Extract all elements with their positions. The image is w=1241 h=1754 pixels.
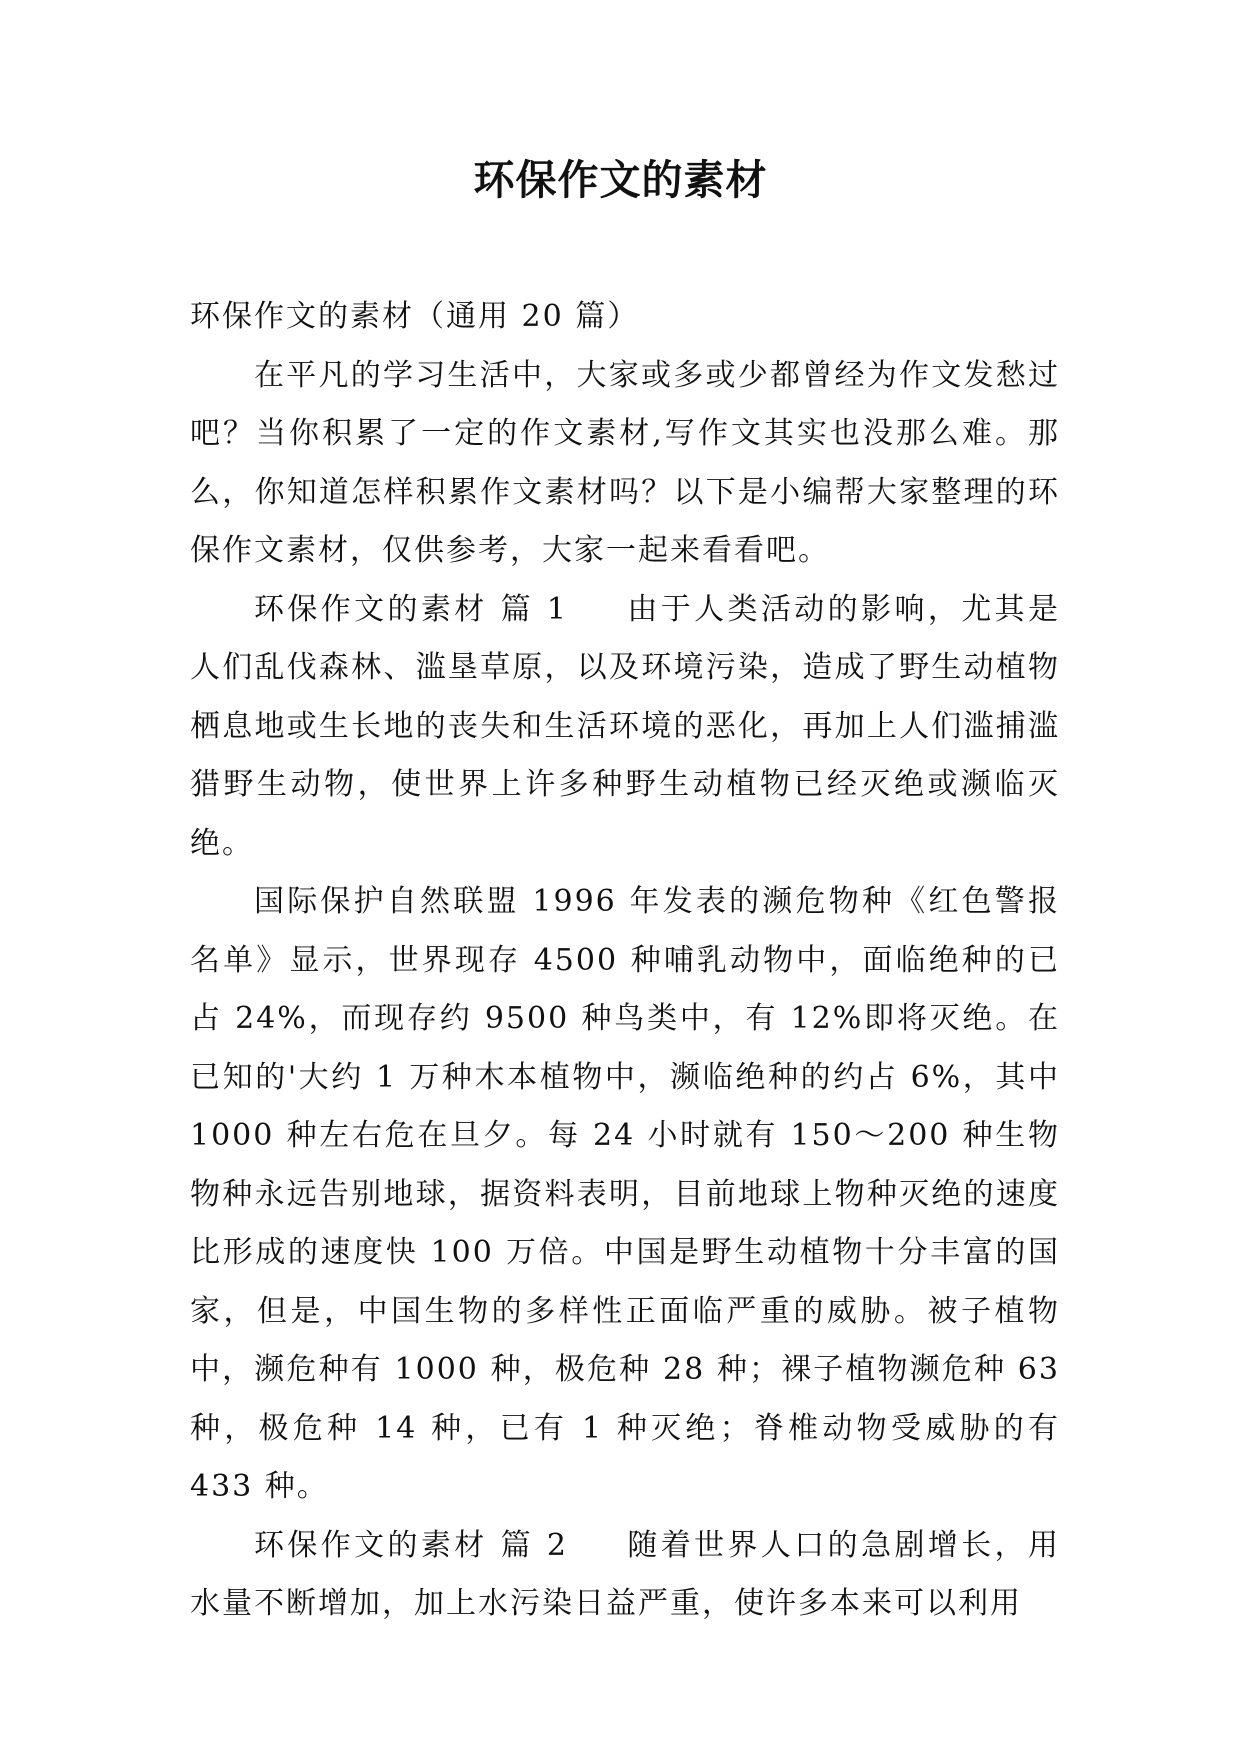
section-1-heading: 环保作文的素材 篇 1 (254, 591, 568, 627)
document-body (190, 288, 1060, 1634)
section-2-paragraph-1: 随着世界人口的急剧增长，用水量不断增加，加上水污染日益严重，使许多本来可以利用 (190, 1527, 1060, 1621)
section-1-paragraph-2: 国际保护自然联盟 1996 年发表的濒危物种《红色警报名单》显示，世界现存 4500 种哺乳动物中，面临绝种的已占 24%，而现存约 9500 种鸟类中，有 12%即将灭绝。在已知的'大约 1 万种木本植物中，濒临绝种的约占 6%，其中 1000 种左右危在旦夕。每 24 小时就有 150～200 种生物物种永远告别地球，据资料表明，目前地球上物种灭绝的速度比形成的速度快 100 万倍。中国是野生动植物十分丰富的国家，但是，中国生物的多样性正面临严重的威胁。被子植物中，濒危种有 1000 种，极危种 28 种；裸子植物濒危种 63 种，极危种 14 种，已有 1 种灭绝；脊椎动物受威胁的有 433 种。 (190, 884, 1060, 1504)
section-1-first-paragraph (190, 581, 1060, 874)
section-2-heading: 环保作文的素材 篇 2 (254, 1527, 568, 1563)
section-1-paragraph-1: 由于人类活动的影响，尤其是人们乱伐森林、滥垦草原，以及环境污染，造成了野生动植物栖息地或生长地的丧失和生活环境的恶化，再加上人们滥捕滥猎野生动物，使世界上许多种野生动植物已经灭绝或濒临灭绝。 (190, 591, 1060, 861)
section-2-first-paragraph (190, 1517, 1060, 1634)
intro-paragraph: 在平凡的学习生活中，大家或多或少都曾经为作文发愁过吧？当你积累了一定的作文素材,写作文其实也没那么难。那么，你知道怎样积累作文素材吗？以下是小编帮大家整理的环保作文素材，仅供参考，大家一起来看看吧。 (190, 357, 1060, 568)
page-title: 环保作文的素材 (473, 156, 768, 204)
document-subtitle: 环保作文的素材（通用 20 篇） (190, 299, 640, 334)
